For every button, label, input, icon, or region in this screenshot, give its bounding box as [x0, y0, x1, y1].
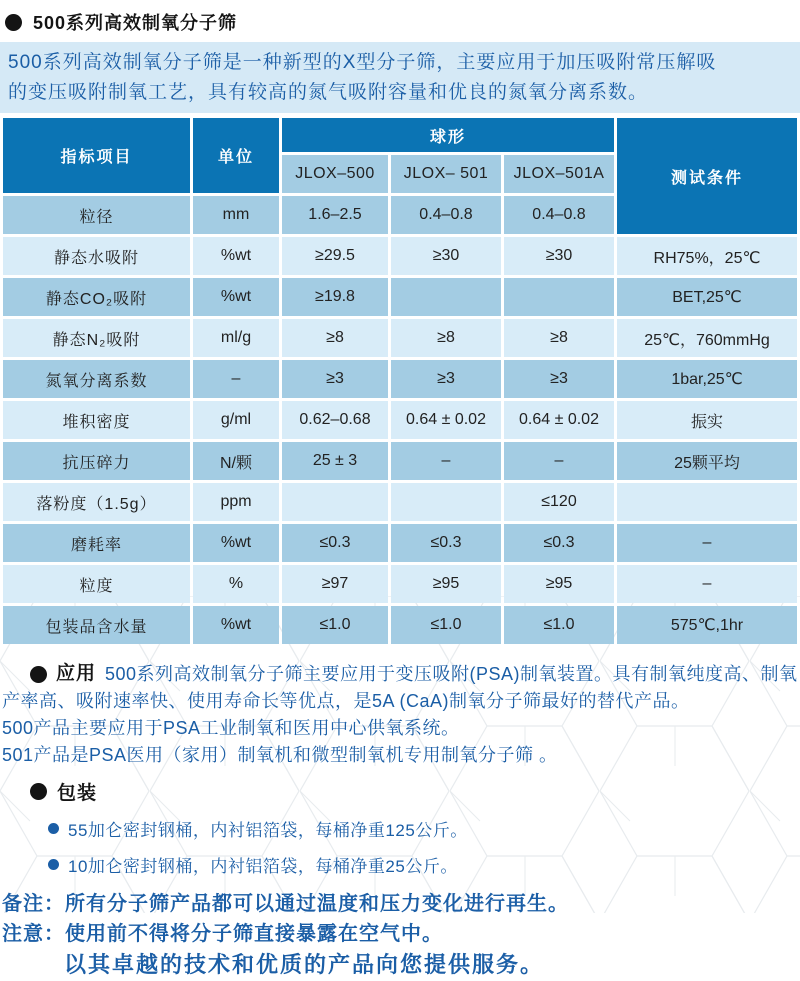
spec-item-cell: 粒度 — [3, 565, 190, 603]
spec-item-cell: 粒径 — [3, 196, 190, 234]
spec-unit-cell: – — [193, 360, 279, 398]
spec-value-cell: ≥95 — [391, 565, 501, 603]
spec-value-cell: 1.6–2.5 — [282, 196, 388, 234]
page-title: 500系列高效制氧分子筛 — [33, 13, 238, 33]
application-label: 应用 — [56, 663, 97, 684]
packaging-header-line — [0, 778, 800, 805]
intro-paragraph — [0, 42, 800, 113]
spec-value-cell: ≤120 — [504, 483, 614, 521]
intro-line: 500系列高效制氧分子筛是一种新型的X型分子筛，主要应用于加压吸附常压解吸 — [8, 52, 717, 73]
spec-value-cell: – — [391, 442, 501, 480]
table-header-row-1 — [3, 118, 797, 152]
spec-table — [0, 115, 800, 647]
table-row — [3, 278, 797, 316]
spec-value-cell: 0.62–0.68 — [282, 401, 388, 439]
spec-item-cell: 磨耗率 — [3, 524, 190, 562]
spec-item-cell: 落粉度（1.5g） — [3, 483, 190, 521]
spec-item-cell: 静态N₂吸附 — [3, 319, 190, 357]
spec-unit-cell: N/颗 — [193, 442, 279, 480]
spec-value-cell — [504, 278, 614, 316]
note-label: 备注： — [2, 893, 65, 915]
page-title-row — [0, 0, 800, 35]
packaging-section — [0, 778, 800, 877]
spec-value-cell: ≥95 — [504, 565, 614, 603]
spec-unit-cell: g/ml — [193, 401, 279, 439]
spec-test-cell: BET,25℃ — [617, 278, 797, 316]
spec-unit-cell: %wt — [193, 524, 279, 562]
spec-unit-cell: % — [193, 565, 279, 603]
spec-value-cell: ≥30 — [504, 237, 614, 275]
spec-test-cell: RH75%，25℃ — [617, 237, 797, 275]
table-row — [3, 524, 797, 562]
table-row — [3, 606, 797, 644]
note-line — [0, 889, 800, 919]
spec-test-cell: – — [617, 524, 797, 562]
spec-unit-cell: ppm — [193, 483, 279, 521]
spec-value-cell: ≥97 — [282, 565, 388, 603]
spec-value-cell: ≥19.8 — [282, 278, 388, 316]
spec-value-cell: ≤0.3 — [282, 524, 388, 562]
spec-value-cell: 0.64 ± 0.02 — [391, 401, 501, 439]
spec-value-cell: 0.4–0.8 — [504, 196, 614, 234]
packaging-item-text: 10加仑密封钢桶，内衬铝箔袋，每桶净重25公斤。 — [68, 857, 458, 876]
header-shape-group: 球形 — [282, 118, 614, 152]
spec-value-cell: ≤1.0 — [504, 606, 614, 644]
spec-item-cell: 静态CO₂吸附 — [3, 278, 190, 316]
spec-value-cell: – — [504, 442, 614, 480]
header-model-jlox501a: JLOX–501A — [504, 155, 614, 193]
spec-item-cell: 包装品含水量 — [3, 606, 190, 644]
remarks-section — [0, 889, 800, 981]
table-row — [3, 565, 797, 603]
spec-value-cell — [391, 483, 501, 521]
header-test-conditions: 测试条件 — [617, 118, 797, 234]
list-item — [0, 816, 800, 841]
application-text: 500系列高效制氧分子筛主要应用于变压吸附(PSA)制氧装置。具有制氧纯度高、制氧 — [105, 664, 798, 684]
spec-test-cell: 575℃,1hr — [617, 606, 797, 644]
table-row — [3, 237, 797, 275]
spec-test-cell: 25℃，760mmHg — [617, 319, 797, 357]
spec-value-cell: ≤0.3 — [391, 524, 501, 562]
application-header-line — [0, 660, 800, 688]
spec-value-cell: ≥30 — [391, 237, 501, 275]
spec-unit-cell: ml/g — [193, 319, 279, 357]
intro-line: 的变压吸附制氧工艺，具有较高的氮气吸附容量和优良的氮氧分离系数。 — [8, 82, 649, 103]
table-row — [3, 360, 797, 398]
spec-value-cell: ≤1.0 — [391, 606, 501, 644]
application-text: 500产品主要应用于PSA工业制氧和医用中心供氧系统。 — [2, 718, 460, 738]
spec-value-cell: ≥3 — [282, 360, 388, 398]
table-row — [3, 401, 797, 439]
spec-value-cell: ≥8 — [282, 319, 388, 357]
list-bullet-icon — [48, 859, 59, 870]
spec-value-cell — [282, 483, 388, 521]
spec-value-cell: 0.64 ± 0.02 — [504, 401, 614, 439]
spec-item-cell: 静态水吸附 — [3, 237, 190, 275]
section-bullet-icon — [30, 666, 47, 683]
caution-label: 注意： — [2, 923, 65, 945]
spec-item-cell: 抗压碎力 — [3, 442, 190, 480]
spec-item-cell: 氮氧分离系数 — [3, 360, 190, 398]
spec-value-cell: ≥8 — [391, 319, 501, 357]
spec-value-cell: ≥29.5 — [282, 237, 388, 275]
application-text: 501产品是PSA医用（家用）制氧机和微型制氧机专用制氧分子筛 。 — [2, 745, 558, 765]
packaging-label: 包装 — [57, 783, 98, 804]
spec-value-cell: ≥3 — [391, 360, 501, 398]
spec-unit-cell: %wt — [193, 606, 279, 644]
slogan-line: 以其卓越的技术和优质的产品向您提供服务。 — [64, 952, 545, 977]
list-bullet-icon — [48, 823, 59, 834]
spec-test-cell: 1bar,25℃ — [617, 360, 797, 398]
table-row — [3, 442, 797, 480]
application-text: 产率高、吸附速率快、使用寿命长等优点，是5A (CaA)制氧分子筛最好的替代产品。 — [2, 691, 690, 711]
spec-value-cell: ≥3 — [504, 360, 614, 398]
header-model-jlox501: JLOX– 501 — [391, 155, 501, 193]
list-item — [0, 852, 800, 877]
header-model-jlox500: JLOX–500 — [282, 155, 388, 193]
section-bullet-icon — [5, 14, 22, 31]
caution-text: 使用前不得将分子筛直接暴露在空气中。 — [65, 923, 443, 945]
table-row — [3, 319, 797, 357]
spec-value-cell — [391, 278, 501, 316]
spec-unit-cell: %wt — [193, 237, 279, 275]
section-bullet-icon — [30, 783, 47, 800]
spec-value-cell: ≤1.0 — [282, 606, 388, 644]
caution-line — [0, 919, 800, 949]
header-unit: 单位 — [193, 118, 279, 193]
table-row — [3, 483, 797, 521]
spec-value-cell: 25 ± 3 — [282, 442, 388, 480]
spec-unit-cell: %wt — [193, 278, 279, 316]
spec-test-cell — [617, 483, 797, 521]
spec-value-cell: ≥8 — [504, 319, 614, 357]
spec-item-cell: 堆积密度 — [3, 401, 190, 439]
header-item: 指标项目 — [3, 118, 190, 193]
spec-value-cell: 0.4–0.8 — [391, 196, 501, 234]
spec-value-cell: ≤0.3 — [504, 524, 614, 562]
application-section — [0, 660, 800, 769]
spec-test-cell: 振实 — [617, 401, 797, 439]
note-text: 所有分子筛产品都可以通过温度和压力变化进行再生。 — [65, 893, 569, 915]
spec-unit-cell: mm — [193, 196, 279, 234]
packaging-item-text: 55加仑密封钢桶，内衬铝箔袋，每桶净重125公斤。 — [68, 821, 468, 840]
spec-test-cell: 25颗平均 — [617, 442, 797, 480]
spec-test-cell: – — [617, 565, 797, 603]
